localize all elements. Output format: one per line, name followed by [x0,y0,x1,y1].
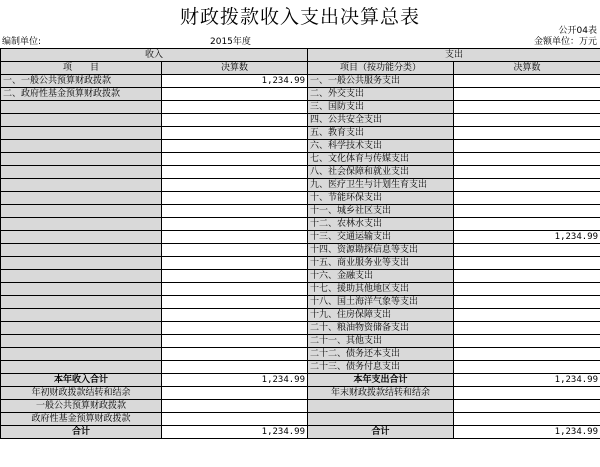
expense-amount-cell [454,101,600,114]
fund-budget-label: 政府性基金预算财政拨款 [1,413,162,426]
income-item-cell [1,322,162,335]
table-row [1,140,600,153]
grand-total-income-amount: 1,234.99 [162,426,308,439]
table-row [1,205,600,218]
empty-cell [308,400,454,413]
income-amount-cell [162,244,308,257]
carry-out-label: 年末财政拨款结转和结余 [308,387,454,400]
empty-cell [454,413,600,426]
expense-amount-cell [454,88,600,101]
table-row [1,270,600,283]
table-row [1,192,600,205]
expense-amount-cell [454,361,600,374]
income-total-amount: 1,234.99 [162,374,308,387]
income-amount-cell [162,192,308,205]
expense-item-cell: 十五、商业服务业等支出 [308,257,454,270]
expense-amount-cell [454,348,600,361]
income-amount-cell [162,205,308,218]
income-item-cell: 一、一般公共预算财政拨款 [1,75,162,88]
carry-in-amount [162,387,308,400]
expense-item-cell: 十六、金融支出 [308,270,454,283]
expense-item-cell: 十九、住房保障支出 [308,309,454,322]
expense-amount-cell [454,205,600,218]
expense-item-cell: 十三、交通运输支出 [308,231,454,244]
expense-amount-cell [454,218,600,231]
expense-amount-cell [454,283,600,296]
carryover-row [1,387,600,400]
income-amount-cell [162,231,308,244]
income-amount-cell [162,361,308,374]
table-row [1,153,600,166]
income-item-cell [1,361,162,374]
amount-unit: 金额单位：万元 [533,37,597,47]
expense-amount-cell [454,335,600,348]
column-header-row [1,62,600,75]
income-item-cell: 二、政府性基金预算财政拨款 [1,88,162,101]
income-item-cell [1,205,162,218]
income-item-cell [1,101,162,114]
table-row [1,179,600,192]
expense-item-cell: 二十三、债务付息支出 [308,361,454,374]
expense-amount-cell [454,179,600,192]
expense-item-cell: 三、国防支出 [308,101,454,114]
expense-amount-cell [454,192,600,205]
expense-item-cell: 二十、粮油物资储备支出 [308,322,454,335]
carry-out-amount [454,387,600,400]
income-item-cell [1,296,162,309]
table-row [1,244,600,257]
table-row [1,348,600,361]
expense-item-cell: 二十二、债务还本支出 [308,348,454,361]
general-budget-label: 一般公共预算财政拨款 [1,400,162,413]
expense-amount-cell [454,309,600,322]
expense-item-cell: 十七、援助其他地区支出 [308,283,454,296]
table-row [1,257,600,270]
income-item-cell [1,192,162,205]
table-row [1,335,600,348]
income-item-cell [1,166,162,179]
income-amount-cell [162,218,308,231]
form-number: 公开04表 [558,26,597,36]
revenue-expenditure-table [0,48,600,439]
general-budget-row [1,400,600,413]
expense-amount-cell [454,114,600,127]
grand-total-expense-amount: 1,234.99 [454,426,600,439]
expense-item-cell: 六、科学技术支出 [308,140,454,153]
fund-budget-amount [162,413,308,426]
expense-item-cell: 二十一、其他支出 [308,335,454,348]
table-row [1,101,600,114]
expense-amount-cell [454,127,600,140]
report-title: 财政拨款收入支出决算总表 [179,6,420,28]
empty-cell [308,413,454,426]
income-amount-cell: 1,234.99 [162,75,308,88]
expense-item-cell: 十八、国土海洋气象等支出 [308,296,454,309]
income-item-cell [1,283,162,296]
table-row [1,114,600,127]
income-amount-cell [162,322,308,335]
income-item-cell [1,140,162,153]
table-row [1,231,600,244]
income-item-cell [1,244,162,257]
income-item-header: 项 目 [1,62,162,75]
expense-amount-cell [454,322,600,335]
expense-item-cell: 十、节能环保支出 [308,192,454,205]
expense-section-header: 支出 [308,49,600,62]
income-item-cell [1,153,162,166]
compiling-unit-label: 编制单位: [2,37,42,47]
income-amount-cell [162,283,308,296]
expense-amount-cell [454,140,600,153]
table-row [1,322,600,335]
income-item-cell [1,257,162,270]
income-item-cell [1,335,162,348]
expense-amount-cell [454,257,600,270]
expense-total-label: 本年支出合计 [308,374,454,387]
grand-total-income-label: 合计 [1,426,162,439]
expense-item-cell: 二、外交支出 [308,88,454,101]
fund-budget-row [1,413,600,426]
empty-cell [454,400,600,413]
table-row [1,127,600,140]
expense-amount-cell [454,270,600,283]
expense-item-header: 项目（按功能分类） [308,62,454,75]
expense-item-cell: 一、一般公共服务支出 [308,75,454,88]
income-amount-cell [162,101,308,114]
income-item-cell [1,218,162,231]
income-amount-cell [162,127,308,140]
table-row [1,296,600,309]
income-item-cell [1,231,162,244]
income-amount-cell [162,309,308,322]
table-row [1,218,600,231]
section-header-row [1,49,600,62]
table-row [1,166,600,179]
income-item-cell [1,114,162,127]
expense-amount-cell: 1,234.99 [454,231,600,244]
general-budget-amount [162,400,308,413]
grand-total-row [1,426,600,439]
expense-amount-cell [454,153,600,166]
expense-amount-header: 决算数 [454,62,600,75]
expense-item-cell: 七、文化体育与传媒支出 [308,153,454,166]
income-amount-cell [162,179,308,192]
income-amount-header: 决算数 [162,62,308,75]
expense-item-cell: 十一、城乡社区支出 [308,205,454,218]
income-amount-cell [162,153,308,166]
table-row [1,361,600,374]
income-amount-cell [162,166,308,179]
income-amount-cell [162,335,308,348]
expense-item-cell: 九、医疗卫生与计划生育支出 [308,179,454,192]
income-amount-cell [162,257,308,270]
expense-amount-cell [454,296,600,309]
expense-item-cell: 八、社会保障和就业支出 [308,166,454,179]
income-item-cell [1,348,162,361]
table-row [1,75,600,88]
income-item-cell [1,127,162,140]
fiscal-year: 2015年度 [210,37,251,47]
table-row [1,283,600,296]
income-item-cell [1,309,162,322]
income-amount-cell [162,140,308,153]
annual-total-row [1,374,600,387]
income-amount-cell [162,88,308,101]
table-row [1,88,600,101]
expense-item-cell: 十二、农林水支出 [308,218,454,231]
income-item-cell [1,179,162,192]
table-row [1,309,600,322]
income-amount-cell [162,296,308,309]
income-item-cell [1,270,162,283]
expense-amount-cell [454,166,600,179]
income-amount-cell [162,270,308,283]
expense-item-cell: 四、公共安全支出 [308,114,454,127]
income-total-label: 本年收入合计 [1,374,162,387]
grand-total-expense-label: 合计 [308,426,454,439]
carry-in-label: 年初财政拨款结转和结余 [1,387,162,400]
expense-amount-cell [454,75,600,88]
expense-amount-cell [454,244,600,257]
income-section-header: 收入 [1,49,308,62]
expense-total-amount: 1,234.99 [454,374,600,387]
income-amount-cell [162,348,308,361]
expense-item-cell: 十四、资源勘探信息等支出 [308,244,454,257]
expense-item-cell: 五、教育支出 [308,127,454,140]
income-amount-cell [162,114,308,127]
